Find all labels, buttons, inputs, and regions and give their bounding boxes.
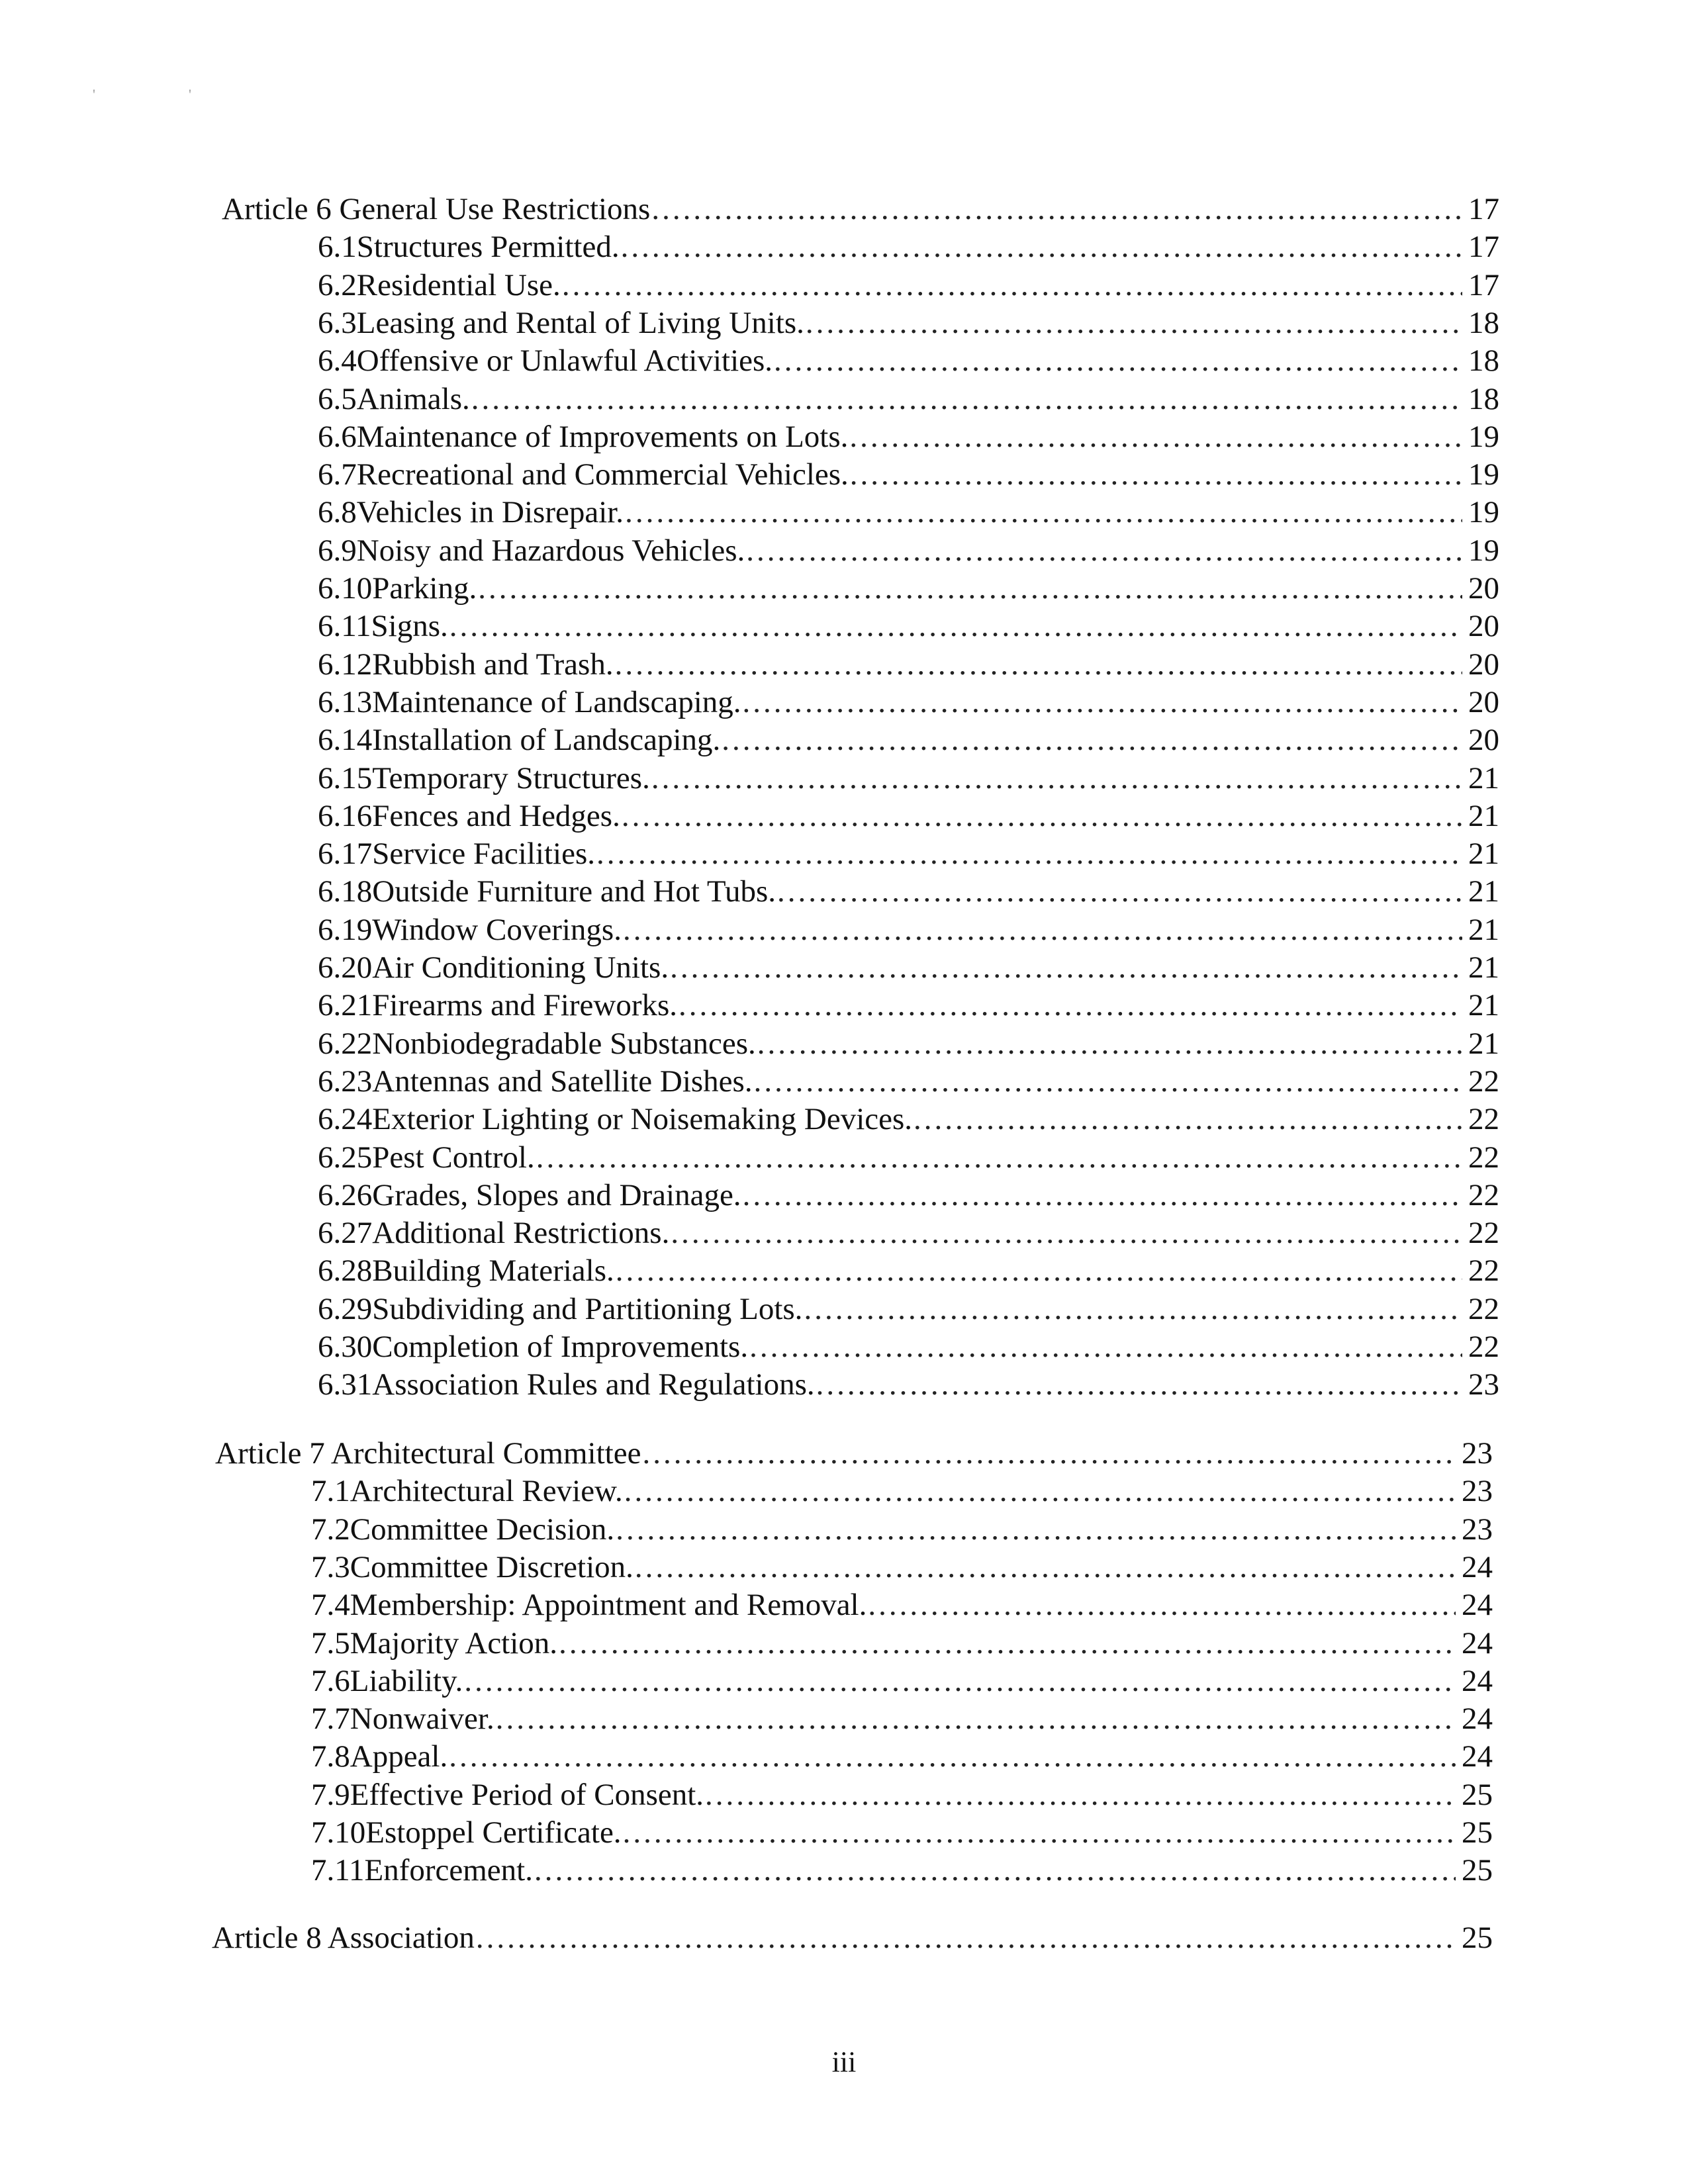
section-number: 6.30 <box>318 1330 373 1364</box>
toc-section-entry[interactable] <box>311 1700 1493 1737</box>
dot-leader <box>478 570 1462 607</box>
dot-leader <box>705 1776 1456 1813</box>
section-title: Window Coverings. <box>372 912 622 947</box>
toc-page-number: 24 <box>1462 1663 1493 1698</box>
section-title: Residential Use. <box>356 267 561 302</box>
toc-page-number: 18 <box>1468 343 1499 379</box>
toc-section-entry[interactable] <box>318 721 1499 758</box>
dot-leader <box>623 1814 1456 1851</box>
dot-leader <box>562 267 1462 304</box>
toc-page-number: 23 <box>1468 1367 1499 1402</box>
toc-page-number: 25 <box>1462 1815 1493 1850</box>
section-number: 6.12 <box>318 647 373 682</box>
section-number: 6.15 <box>318 760 373 796</box>
section-number: 6.16 <box>318 798 373 833</box>
section-number: 6.19 <box>318 912 373 947</box>
toc-page-number: 24 <box>1462 1588 1493 1623</box>
dot-leader <box>806 304 1462 341</box>
toc-page-number: 21 <box>1468 760 1499 796</box>
dot-leader <box>868 1586 1456 1623</box>
section-title: Subdividing and Partitioning Lots. <box>372 1291 803 1326</box>
section-title: Architectural Review. <box>350 1474 623 1509</box>
section-title: Effective Period of Consent. <box>350 1777 704 1812</box>
toc-section-entry[interactable] <box>311 1473 1493 1510</box>
toc-section-entry[interactable] <box>318 1063 1499 1100</box>
toc-page-number: 22 <box>1468 1140 1499 1175</box>
section-title: Recreational and Commercial Vehicles. <box>356 457 849 492</box>
section-title: Parking. <box>372 571 477 606</box>
toc-section-entry[interactable] <box>318 1101 1499 1138</box>
toc-section-entry[interactable] <box>318 987 1499 1024</box>
dot-leader <box>670 949 1462 986</box>
section-title: Maintenance of Improvements on Lots. <box>356 419 849 454</box>
dot-leader <box>722 721 1462 758</box>
toc-page-number: 20 <box>1468 647 1499 682</box>
toc-section-entry[interactable] <box>318 760 1499 797</box>
dot-leader <box>651 191 1462 228</box>
dot-leader <box>476 1919 1456 1956</box>
section-title: Vehicles in Disrepair. <box>356 495 624 530</box>
toc-section-entry[interactable] <box>318 494 1499 531</box>
dot-leader <box>616 1252 1462 1289</box>
toc-section-entry[interactable] <box>318 1291 1499 1328</box>
section-title: Enforcement. <box>364 1853 533 1888</box>
toc-page-number: 18 <box>1468 381 1499 416</box>
section-number: 6.18 <box>318 874 373 909</box>
article-title: Article 7 Architectural Committee <box>215 1436 641 1471</box>
toc-section-entry[interactable] <box>318 835 1499 872</box>
toc-section-entry[interactable] <box>311 1738 1493 1775</box>
toc-page-number: 19 <box>1468 533 1499 568</box>
toc-section-entry[interactable] <box>318 418 1499 455</box>
section-title: Offensive or Unlawful Activities. <box>356 343 773 379</box>
section-title: Estoppel Certificate. <box>365 1815 622 1850</box>
dot-leader <box>777 873 1462 910</box>
dot-leader <box>749 1328 1462 1365</box>
dot-leader <box>746 532 1462 569</box>
toc-section-entry[interactable] <box>318 1214 1499 1251</box>
section-number: 6.31 <box>318 1367 373 1402</box>
section-number: 6.7 <box>318 457 357 492</box>
toc-page-number: 19 <box>1468 419 1499 454</box>
section-title: Fences and Hedges. <box>372 798 620 833</box>
toc-page-number: 21 <box>1468 988 1499 1023</box>
section-number: 6.17 <box>318 837 373 872</box>
section-title: Maintenance of Landscaping. <box>372 684 741 719</box>
dot-leader <box>850 456 1462 493</box>
toc-page-number: 20 <box>1468 609 1499 644</box>
section-number: 6.13 <box>318 684 373 719</box>
dot-leader <box>651 760 1462 797</box>
toc-page-number: 19 <box>1468 457 1499 492</box>
section-title: Installation of Landscaping. <box>372 723 721 758</box>
toc-page-number: 23 <box>1462 1474 1493 1509</box>
section-title: Air Conditioning Units. <box>372 950 669 985</box>
section-number: 6.8 <box>318 495 357 530</box>
section-title: Animals. <box>356 381 470 416</box>
dot-leader <box>534 1852 1456 1889</box>
toc-page-number: 25 <box>1462 1777 1493 1812</box>
toc-page-number: 23 <box>1462 1512 1493 1547</box>
section-number: 6.1 <box>318 230 357 265</box>
toc-section-entry[interactable] <box>318 228 1499 265</box>
toc-page-number: 17 <box>1468 267 1499 302</box>
section-number: 6.29 <box>318 1291 373 1326</box>
section-number: 6.2 <box>318 267 357 302</box>
toc-section-entry[interactable] <box>311 1586 1493 1623</box>
section-title: Completion of Improvements. <box>372 1330 749 1364</box>
toc-page-number: 22 <box>1468 1177 1499 1212</box>
toc-section-entry[interactable] <box>318 684 1499 721</box>
dot-leader <box>914 1101 1462 1138</box>
toc-section-entry[interactable] <box>311 1511 1493 1548</box>
toc-page-number: 24 <box>1462 1739 1493 1774</box>
section-title: Nonwaiver. <box>350 1702 494 1737</box>
dot-leader <box>616 1511 1456 1548</box>
section-number: 6.10 <box>318 571 373 606</box>
toc-section-entry[interactable] <box>318 1328 1499 1365</box>
section-title: Temporary Structures. <box>372 760 650 796</box>
toc-page-number: 25 <box>1462 1853 1493 1888</box>
dot-leader <box>804 1291 1462 1328</box>
section-number: 6.22 <box>318 1026 373 1061</box>
section-title: Appeal. <box>350 1739 448 1774</box>
toc-section-entry[interactable] <box>318 1177 1499 1214</box>
dot-leader <box>622 797 1462 835</box>
section-title: Membership: Appointment and Removal. <box>350 1588 867 1623</box>
section-number: 6.9 <box>318 533 357 568</box>
section-title: Firearms and Fireworks. <box>372 988 678 1023</box>
toc-page-number: 24 <box>1462 1625 1493 1661</box>
section-number: 7.2 <box>311 1512 350 1547</box>
page-number: iii <box>831 2046 857 2078</box>
section-number: 7.6 <box>311 1663 350 1698</box>
toc-section-entry[interactable] <box>318 304 1499 341</box>
section-title: Grades, Slopes and Drainage. <box>372 1177 741 1212</box>
section-title: Outside Furniture and Hot Tubs. <box>372 874 776 909</box>
dot-leader <box>615 646 1462 683</box>
dot-leader <box>559 1625 1456 1662</box>
toc-section-entry[interactable] <box>311 1776 1493 1813</box>
toc-section-entry[interactable] <box>318 1139 1499 1176</box>
toc-page-number: 22 <box>1468 1330 1499 1364</box>
section-title: Structures Permitted. <box>356 230 620 265</box>
section-title: Nonbiodegradable Substances. <box>372 1026 756 1061</box>
article-title: Article 6 General Use Restrictions <box>222 192 651 226</box>
dot-leader <box>849 418 1462 455</box>
toc-page-number: 21 <box>1468 950 1499 985</box>
toc-section-entry[interactable] <box>311 1814 1493 1851</box>
section-title: Rubbish and Trash. <box>372 647 614 682</box>
toc-article-entry[interactable] <box>222 191 1499 228</box>
dot-leader <box>754 1063 1462 1100</box>
toc-section-entry[interactable] <box>311 1852 1493 1889</box>
section-number: 6.14 <box>318 723 373 758</box>
toc-section-entry[interactable] <box>318 1025 1499 1062</box>
section-number: 6.21 <box>318 988 373 1023</box>
toc-section-entry[interactable] <box>311 1662 1493 1700</box>
toc-page-number: 22 <box>1468 1253 1499 1289</box>
toc-page-number: 24 <box>1462 1549 1493 1584</box>
toc-section-entry[interactable] <box>318 646 1499 683</box>
section-number: 6.24 <box>318 1102 373 1137</box>
toc-section-entry[interactable] <box>318 532 1499 569</box>
section-number: 6.11 <box>318 609 371 644</box>
toc-section-entry[interactable] <box>318 342 1499 379</box>
section-number: 6.20 <box>318 950 373 985</box>
toc-page-number: 22 <box>1468 1291 1499 1326</box>
section-number: 6.4 <box>318 343 357 379</box>
dot-leader <box>464 1662 1456 1700</box>
toc-section-entry[interactable] <box>318 1252 1499 1289</box>
section-number: 6.3 <box>318 305 357 340</box>
toc-page-number: 20 <box>1468 684 1499 719</box>
section-title: Noisy and Hazardous Vehicles. <box>356 533 745 568</box>
dot-leader <box>623 911 1462 948</box>
section-number: 6.26 <box>318 1177 373 1212</box>
toc-page-number: 25 <box>1462 1921 1493 1955</box>
scan-mark: ' <box>93 86 95 103</box>
dot-leader <box>774 342 1462 379</box>
section-number: 7.8 <box>311 1739 350 1774</box>
section-number: 7.5 <box>311 1625 350 1661</box>
section-number: 7.7 <box>311 1702 350 1737</box>
section-title: Pest Control. <box>372 1140 535 1175</box>
dot-leader <box>449 1738 1456 1775</box>
section-number: 6.23 <box>318 1064 373 1099</box>
toc-page-number: 20 <box>1468 571 1499 606</box>
toc-page-number: 21 <box>1468 798 1499 833</box>
toc-page-number: 21 <box>1468 1026 1499 1061</box>
section-title: Majority Action. <box>350 1625 558 1661</box>
toc-page-number: 22 <box>1468 1102 1499 1137</box>
dot-leader <box>625 494 1462 531</box>
section-number: 6.6 <box>318 419 357 454</box>
section-title: Liability. <box>350 1663 463 1698</box>
dot-leader <box>743 1177 1462 1214</box>
section-number: 7.3 <box>311 1549 350 1584</box>
section-number: 6.5 <box>318 381 357 416</box>
dot-leader <box>642 1435 1456 1472</box>
toc-article-entry[interactable] <box>212 1919 1493 1956</box>
section-title: Association Rules and Regulations. <box>372 1367 815 1402</box>
section-title: Signs. <box>371 609 448 644</box>
section-number: 7.1 <box>311 1474 350 1509</box>
toc-page-number: 20 <box>1468 723 1499 758</box>
toc-page-number: 19 <box>1468 495 1499 530</box>
toc-section-entry[interactable] <box>318 381 1499 418</box>
section-title: Exterior Lighting or Noisemaking Devices. <box>372 1102 913 1137</box>
dot-leader <box>449 608 1462 645</box>
section-number: 7.9 <box>311 1777 350 1812</box>
section-title: Antennas and Satellite Dishes. <box>372 1064 753 1099</box>
toc-section-entry[interactable] <box>318 570 1499 607</box>
section-number: 6.28 <box>318 1253 373 1289</box>
section-title: Committee Decision. <box>350 1512 615 1547</box>
dot-leader <box>471 381 1462 418</box>
toc-page-number: 17 <box>1468 192 1499 226</box>
toc-page-number: 18 <box>1468 305 1499 340</box>
dot-leader <box>679 987 1462 1024</box>
toc-page-number: 21 <box>1468 912 1499 947</box>
section-title: Service Facilities. <box>372 837 595 872</box>
section-title: Leasing and Rental of Living Units. <box>356 305 804 340</box>
toc-section-entry[interactable] <box>311 1549 1493 1586</box>
scan-mark: ' <box>189 86 191 103</box>
dot-leader <box>596 835 1462 872</box>
dot-leader <box>496 1700 1456 1737</box>
dot-leader <box>757 1025 1462 1062</box>
toc-page-number: 24 <box>1462 1702 1493 1737</box>
section-title: Building Materials. <box>372 1253 614 1289</box>
section-title: Additional Restrictions. <box>372 1216 670 1251</box>
toc-page-number: 23 <box>1462 1436 1493 1471</box>
toc-section-entry[interactable] <box>318 911 1499 948</box>
section-number: 7.4 <box>311 1588 350 1623</box>
toc-section-entry[interactable] <box>318 267 1499 304</box>
dot-leader <box>635 1549 1456 1586</box>
toc-page-number: 21 <box>1468 837 1499 872</box>
toc-page-number: 22 <box>1468 1064 1499 1099</box>
dot-leader <box>536 1139 1462 1176</box>
section-number: 6.25 <box>318 1140 373 1175</box>
toc-section-entry[interactable] <box>318 1366 1499 1403</box>
toc-page-number: 17 <box>1468 230 1499 265</box>
toc-section-entry[interactable] <box>311 1625 1493 1662</box>
toc-page-number: 22 <box>1468 1216 1499 1251</box>
dot-leader <box>816 1366 1462 1403</box>
section-title: Committee Discretion. <box>350 1549 633 1584</box>
section-number: 7.11 <box>311 1853 365 1888</box>
dot-leader <box>743 684 1462 721</box>
toc-section-entry[interactable] <box>318 456 1499 493</box>
toc-article-entry[interactable] <box>215 1435 1493 1472</box>
toc-section-entry[interactable] <box>318 873 1499 910</box>
section-number: 7.10 <box>311 1815 366 1850</box>
dot-leader <box>621 228 1462 265</box>
toc-section-entry[interactable] <box>318 608 1499 645</box>
section-number: 6.27 <box>318 1216 373 1251</box>
toc-page-number: 21 <box>1468 874 1499 909</box>
toc-section-entry[interactable] <box>318 949 1499 986</box>
toc-section-entry[interactable] <box>318 797 1499 835</box>
dot-leader <box>624 1473 1456 1510</box>
dot-leader <box>671 1214 1462 1251</box>
article-title: Article 8 Association <box>212 1921 475 1955</box>
